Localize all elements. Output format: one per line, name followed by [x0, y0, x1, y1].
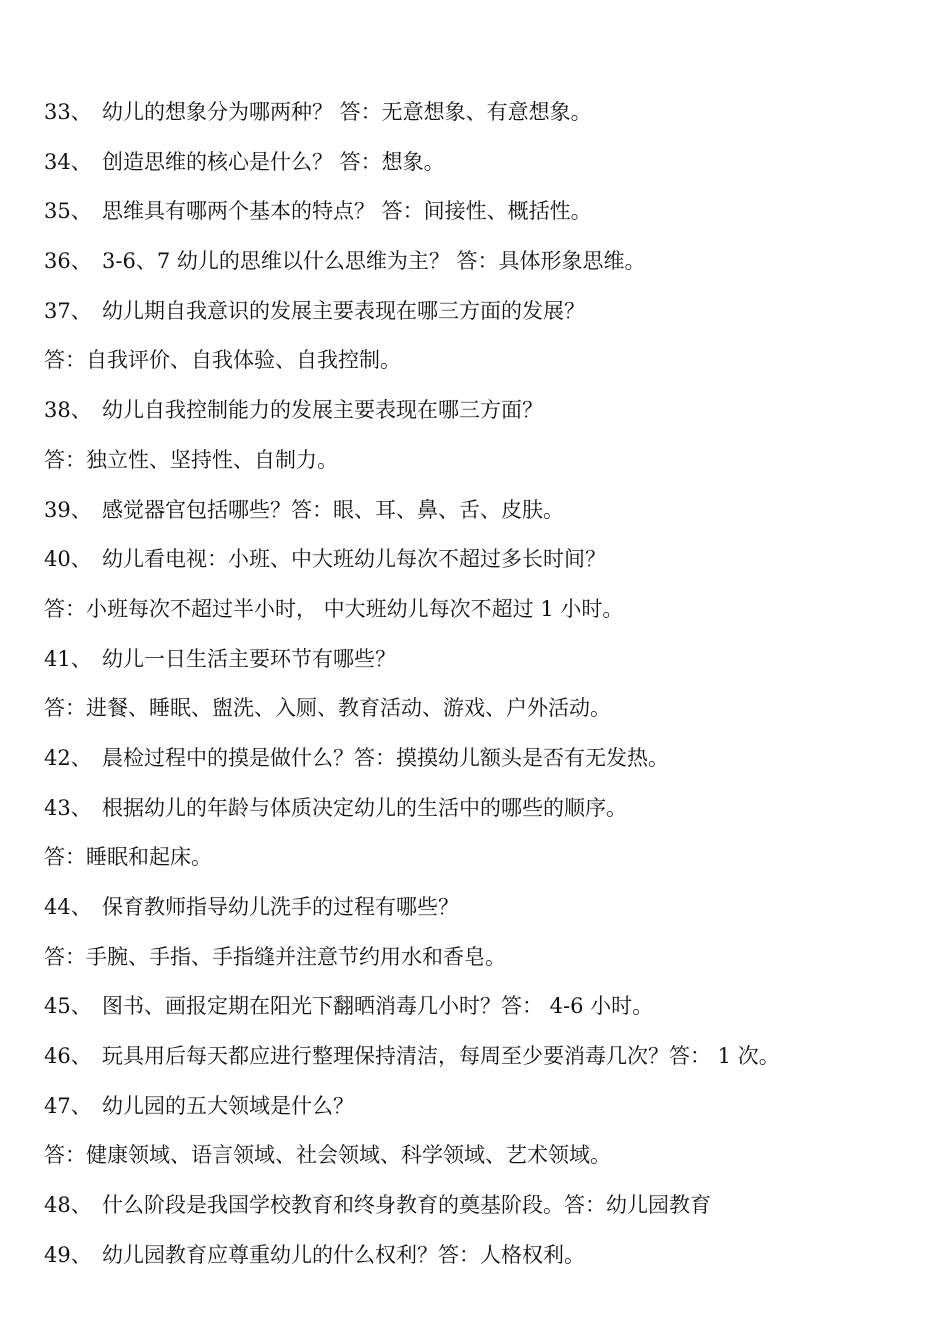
- line-text: 幼儿自我控制能力的发展主要表现在哪三方面？: [102, 398, 543, 423]
- line-number: 42、: [44, 745, 92, 770]
- qa-answer-43: [44, 833, 944, 883]
- line-number: 48、: [44, 1193, 92, 1218]
- line-text: 保育教师指导幼儿洗手的过程有哪些？: [102, 895, 459, 919]
- line-number: 45、: [44, 994, 92, 1019]
- line-text: 图书、画报定期在阳光下翻晒消毒几小时？答： 4-6 小时。: [102, 994, 654, 1019]
- line-text: 幼儿园教育应尊重幼儿的什么权利？答：人格权利。: [102, 1242, 585, 1267]
- qa-line-46: [44, 1032, 944, 1082]
- line-number: 34、: [44, 149, 92, 174]
- qa-line-43: [44, 784, 944, 834]
- line-text: 答：进餐、睡眠、盥洗、入厕、教育活动、游戏、户外活动。: [44, 696, 611, 721]
- qa-line-35: [44, 187, 944, 237]
- line-text: 幼儿园的五大领域是什么？: [102, 1093, 354, 1118]
- line-number: 49、: [44, 1242, 92, 1267]
- line-text: 幼儿的想象分为哪两种？ 答：无意想象、有意想象。: [102, 100, 592, 124]
- qa-answer-47: [44, 1131, 944, 1181]
- qa-line-40: [44, 535, 944, 585]
- line-text: 答：睡眠和起床。: [44, 845, 212, 870]
- line-text: 幼儿一日生活主要环节有哪些？: [102, 646, 396, 671]
- line-number: 37、: [44, 298, 92, 323]
- qa-line-45: [44, 982, 944, 1032]
- line-number: 35、: [44, 199, 92, 224]
- line-number: 40、: [44, 547, 92, 572]
- line-text: 答：小班每次不超过半小时， 中大班幼儿每次不超过 1 小时。: [44, 596, 624, 621]
- line-number: 33、: [44, 100, 92, 124]
- qa-line-39: [44, 486, 944, 536]
- qa-line-48: [44, 1181, 944, 1231]
- qa-line-36: [44, 237, 944, 287]
- qa-answer-44: [44, 933, 944, 983]
- line-text: 答：独立性、坚持性、自制力。: [44, 447, 338, 472]
- qa-answer-40: [44, 585, 944, 635]
- line-number: 44、: [44, 895, 92, 919]
- qa-line-38: [44, 386, 944, 436]
- line-text: 幼儿期自我意识的发展主要表现在哪三方面的发展？: [102, 298, 585, 323]
- line-number: 47、: [44, 1093, 92, 1118]
- line-number: 41、: [44, 646, 92, 671]
- line-text: 创造思维的核心是什么？ 答：想象。: [102, 149, 445, 174]
- line-number: 38、: [44, 398, 92, 423]
- qa-list: [44, 88, 944, 1281]
- qa-line-49: [44, 1231, 944, 1281]
- line-number: 39、: [44, 497, 92, 522]
- qa-line-42: [44, 734, 944, 784]
- line-number: 36、: [44, 249, 92, 274]
- line-number: 46、: [44, 1044, 92, 1069]
- qa-answer-38: [44, 436, 944, 486]
- qa-line-41: [44, 635, 944, 685]
- qa-answer-37: [44, 336, 944, 386]
- line-text: 根据幼儿的年龄与体质决定幼儿的生活中的哪些的顺序。: [102, 795, 627, 820]
- line-number: 43、: [44, 795, 92, 820]
- qa-answer-41: [44, 684, 944, 734]
- qa-line-37: [44, 287, 944, 337]
- line-text: 晨检过程中的摸是做什么？答：摸摸幼儿额头是否有无发热。: [102, 745, 669, 770]
- line-text: 幼儿看电视：小班、中大班幼儿每次不超过多长时间？: [102, 547, 606, 572]
- qa-line-44: [44, 883, 944, 933]
- qa-line-33: [44, 88, 944, 138]
- line-text: 答：健康领域、语言领域、社会领域、科学领域、艺术领域。: [44, 1143, 611, 1168]
- qa-line-47: [44, 1082, 944, 1132]
- line-text: 思维具有哪两个基本的特点？ 答：间接性、概括性。: [102, 199, 592, 224]
- line-text: 什么阶段是我国学校教育和终身教育的奠基阶段。答：幼儿园教育: [102, 1193, 711, 1218]
- line-text: 玩具用后每天都应进行整理保持清洁，每周至少要消毒几次？答： 1 次。: [102, 1044, 780, 1069]
- line-text: 感觉器官包括哪些？答：眼、耳、鼻、舌、皮肤。: [102, 497, 564, 522]
- line-text: 3-6、7 幼儿的思维以什么思维为主？ 答：具体形象思维。: [102, 249, 646, 274]
- qa-line-34: [44, 138, 944, 188]
- line-text: 答：自我评价、自我体验、自我控制。: [44, 348, 401, 373]
- line-text: 答：手腕、手指、手指缝并注意节约用水和香皂。: [44, 944, 506, 969]
